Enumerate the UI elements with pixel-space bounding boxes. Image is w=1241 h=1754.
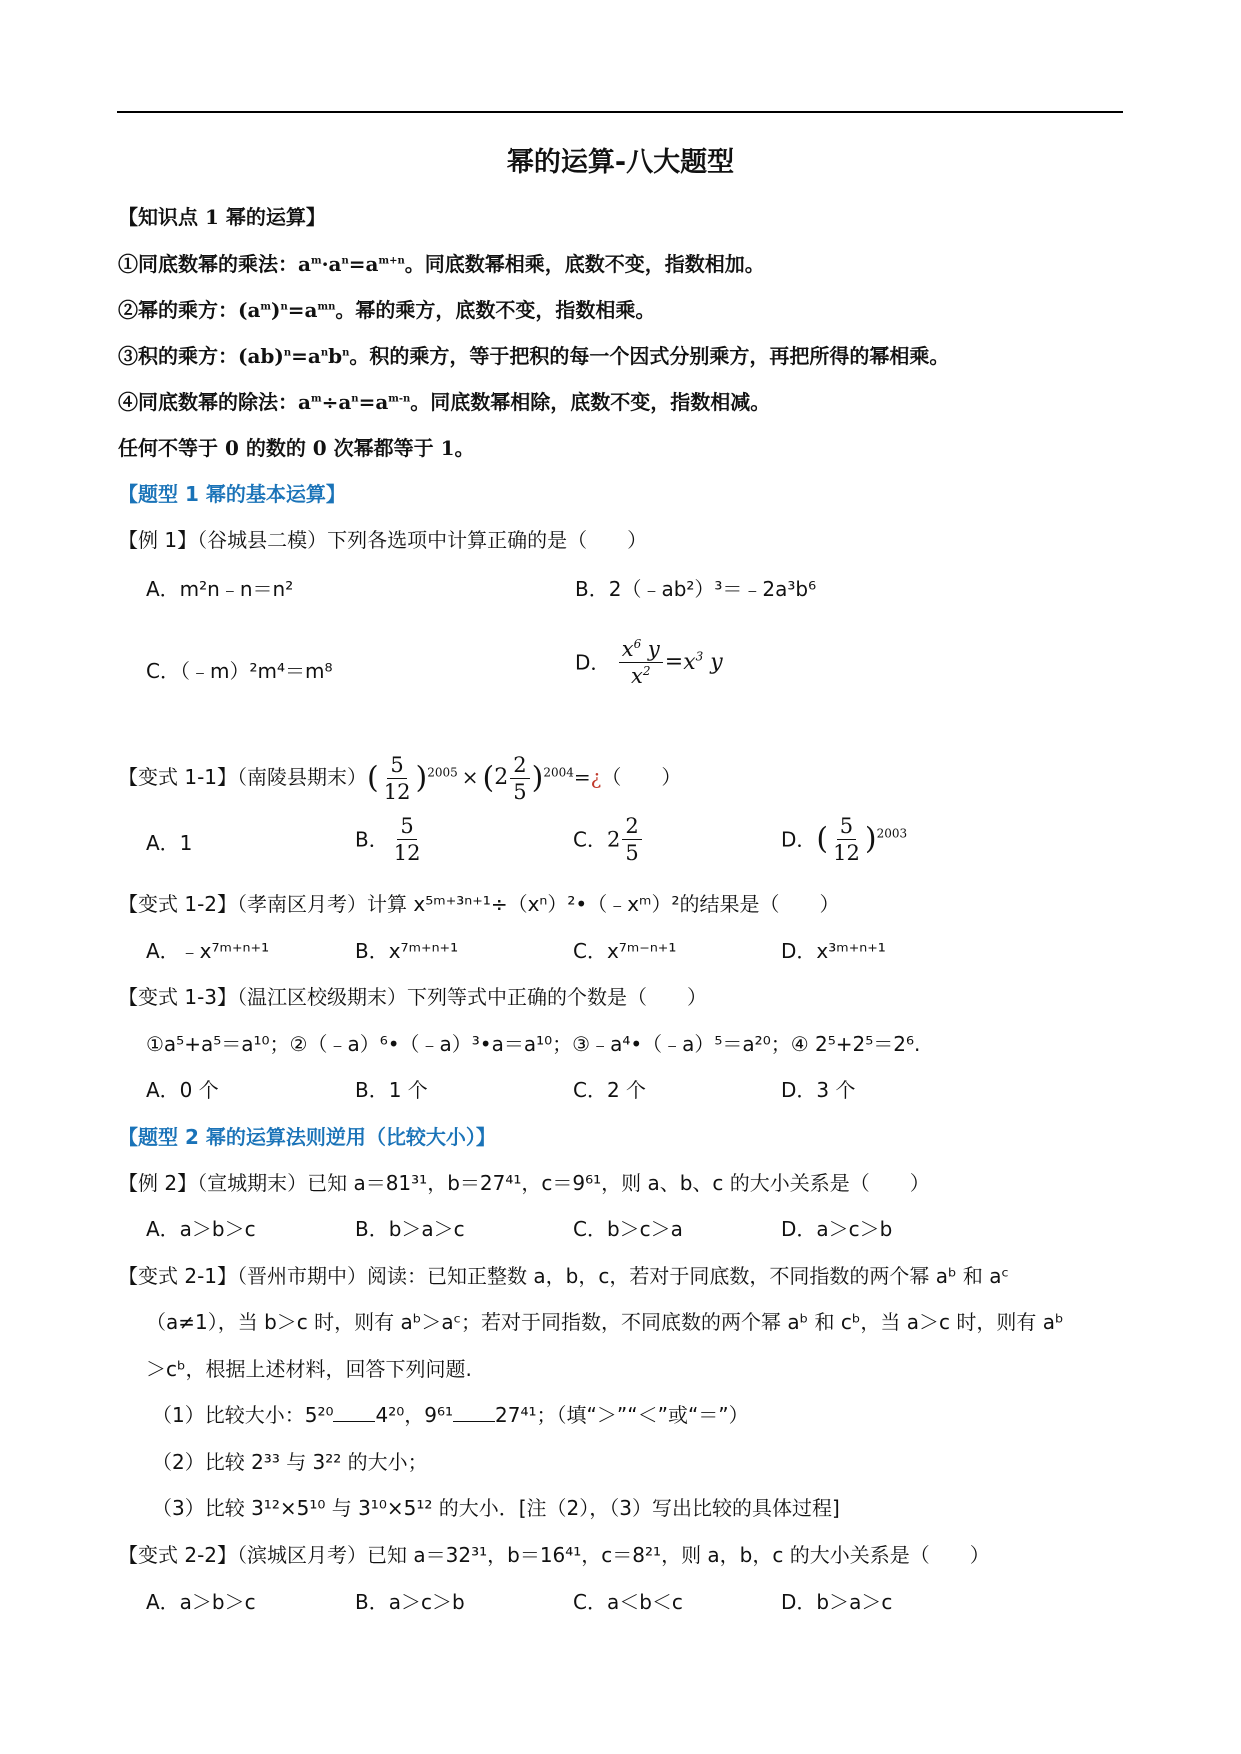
type1-heading: 【题型 1 幂的基本运算】 — [118, 482, 346, 506]
rule-4: ④同底数幂的除法：$a^m\div a^n=a^{m-n}$。同底数幂相除，底数不变，指数相减。 — [118, 390, 771, 414]
variant-1-2: 【变式 1-2】（孝南区月考）计算 x⁵ᵐ⁺³ⁿ⁺¹÷（xⁿ）²•（﹣xᵐ）²的结果是（ ） — [118, 892, 840, 916]
rule-3: ③积的乘方：$(ab)^n=a^nb^n$。积的乘方，等于把积的每一个因式分别乘方，再把所得的幂相乘。 — [118, 344, 950, 368]
v22-option-a: A．a＞b＞c — [146, 1590, 256, 1614]
v13-option-b: B．1 个 — [355, 1078, 428, 1102]
ex1-option-d: D． $\frac{x^6 y}{x^2}$ $=x^3$ y — [575, 637, 723, 688]
v22-option-c: C．a＜b＜c — [573, 1590, 683, 1614]
ex1-option-c: C．（﹣m）²m⁴＝m⁸ — [146, 659, 333, 683]
v13-option-a: A．0 个 — [146, 1078, 219, 1102]
v12-option-c: C．x⁷ᵐ⁻ⁿ⁺¹ — [573, 939, 677, 963]
example-2: 【例 2】（宣城期末）已知 a＝81³¹，b＝27⁴¹，c＝9⁶¹，则 a、b、c 的大小关系是（ ） — [118, 1171, 930, 1195]
v13-items: ①a⁵+a⁵＝a¹⁰；②（﹣a）⁶•（﹣a）³•a＝a¹⁰；③﹣a⁴•（﹣a）⁵＝a²⁰；④ 2⁵+2⁵＝2⁶. — [146, 1032, 921, 1056]
rule-1: ①同底数幂的乘法：$a^m\cdot a^n=a^{m+n}$。同底数幂相乘，底数不变，指数相加。 — [118, 252, 765, 276]
example-1: 【例 1】（谷城县二模）下列各选项中计算正确的是（ ） — [118, 528, 648, 552]
answer-blank-1 — [333, 1403, 375, 1422]
v22-option-d: D．b＞a＞c — [781, 1590, 893, 1614]
v11-option-d: D．( $\frac{5}{12}$ )$^{2003}$ — [781, 814, 908, 865]
ex2-option-a: A．a＞b＞c — [146, 1217, 256, 1241]
knowledge-heading: 【知识点 1 幂的运算】 — [118, 205, 326, 229]
v22-option-b: B．a＞c＞b — [355, 1590, 465, 1614]
zero-exponent-rule: 任何不等于 0 的数的 0 次幂都等于 1。 — [118, 436, 475, 460]
v13-option-c: C．2 个 — [573, 1078, 647, 1102]
v21-question-1: （1）比较大小：5²⁰ 4²⁰，9⁶¹ 27⁴¹；（填“＞”“＜”或“＝”） — [152, 1403, 749, 1427]
ex2-option-c: C．b＞c＞a — [573, 1217, 683, 1241]
v21-line-2: （a≠1），当 b＞c 时，则有 aᵇ＞aᶜ；若对于同指数，不同底数的两个幂 aᵇ 和 cᵇ，当 a＞c 时，则有 aᵇ — [146, 1310, 1064, 1334]
v13-option-d: D．3 个 — [781, 1078, 856, 1102]
v21-question-3: （3）比较 3¹²×5¹⁰ 与 3¹⁰×5¹² 的大小．[注（2），（3）写出比较的具体过程] — [152, 1496, 840, 1520]
variant-1-3: 【变式 1-3】（温江区校级期末）下列等式中正确的个数是（ ） — [118, 985, 708, 1009]
v12-option-a: A．﹣x⁷ᵐ⁺ⁿ⁺¹ — [146, 939, 270, 963]
ex2-option-d: D．a＞c＞b — [781, 1217, 893, 1241]
variant-2-1: 【变式 2-1】（晋州市期中）阅读：已知正整数 a，b，c，若对于同底数，不同指数的两个幂 aᵇ 和 aᶜ — [118, 1264, 1009, 1288]
variant-2-2: 【变式 2-2】（滨城区月考）已知 a＝32³¹，b＝16⁴¹，c＝8²¹，则 a，b，c 的大小关系是（ ） — [118, 1543, 990, 1567]
page-title: 幂的运算-八大题型 — [506, 147, 735, 178]
variant-1-1: 【变式 1-1】（南陵县期末）( $\frac{5}{12}$ )$^{2005}$ × (2 $\frac{2}{5}$ )$^{2004}$=¿（ ） — [118, 753, 682, 804]
rule-2: ②幂的乘方：$(a^m)^n=a^{mn}$。幂的乘方，底数不变，指数相乘。 — [118, 298, 656, 322]
ex1-option-b: B．2（﹣ab²）³＝﹣2a³b⁶ — [575, 577, 817, 601]
v11-option-b: B． $\frac{5}{12}$ — [355, 814, 421, 865]
v11-option-c: C．2 $\frac{2}{5}$ — [573, 813, 644, 866]
ex1-option-a: A．m²n﹣n＝n² — [146, 577, 294, 601]
v21-line-3: ＞cᵇ，根据上述材料，回答下列问题. — [146, 1357, 472, 1381]
header-rule — [117, 111, 1123, 113]
ex2-option-b: B．b＞a＞c — [355, 1217, 465, 1241]
v11-option-a: A．1 — [146, 831, 193, 855]
v21-question-2: （2）比较 2³³ 与 3²² 的大小； — [152, 1450, 428, 1474]
answer-blank-2 — [453, 1403, 495, 1422]
v12-option-b: B．x⁷ᵐ⁺ⁿ⁺¹ — [355, 939, 459, 963]
v12-option-d: D．x³ᵐ⁺ⁿ⁺¹ — [781, 939, 886, 963]
type2-heading: 【题型 2 幂的运算法则逆用（比较大小）】 — [118, 1125, 496, 1149]
